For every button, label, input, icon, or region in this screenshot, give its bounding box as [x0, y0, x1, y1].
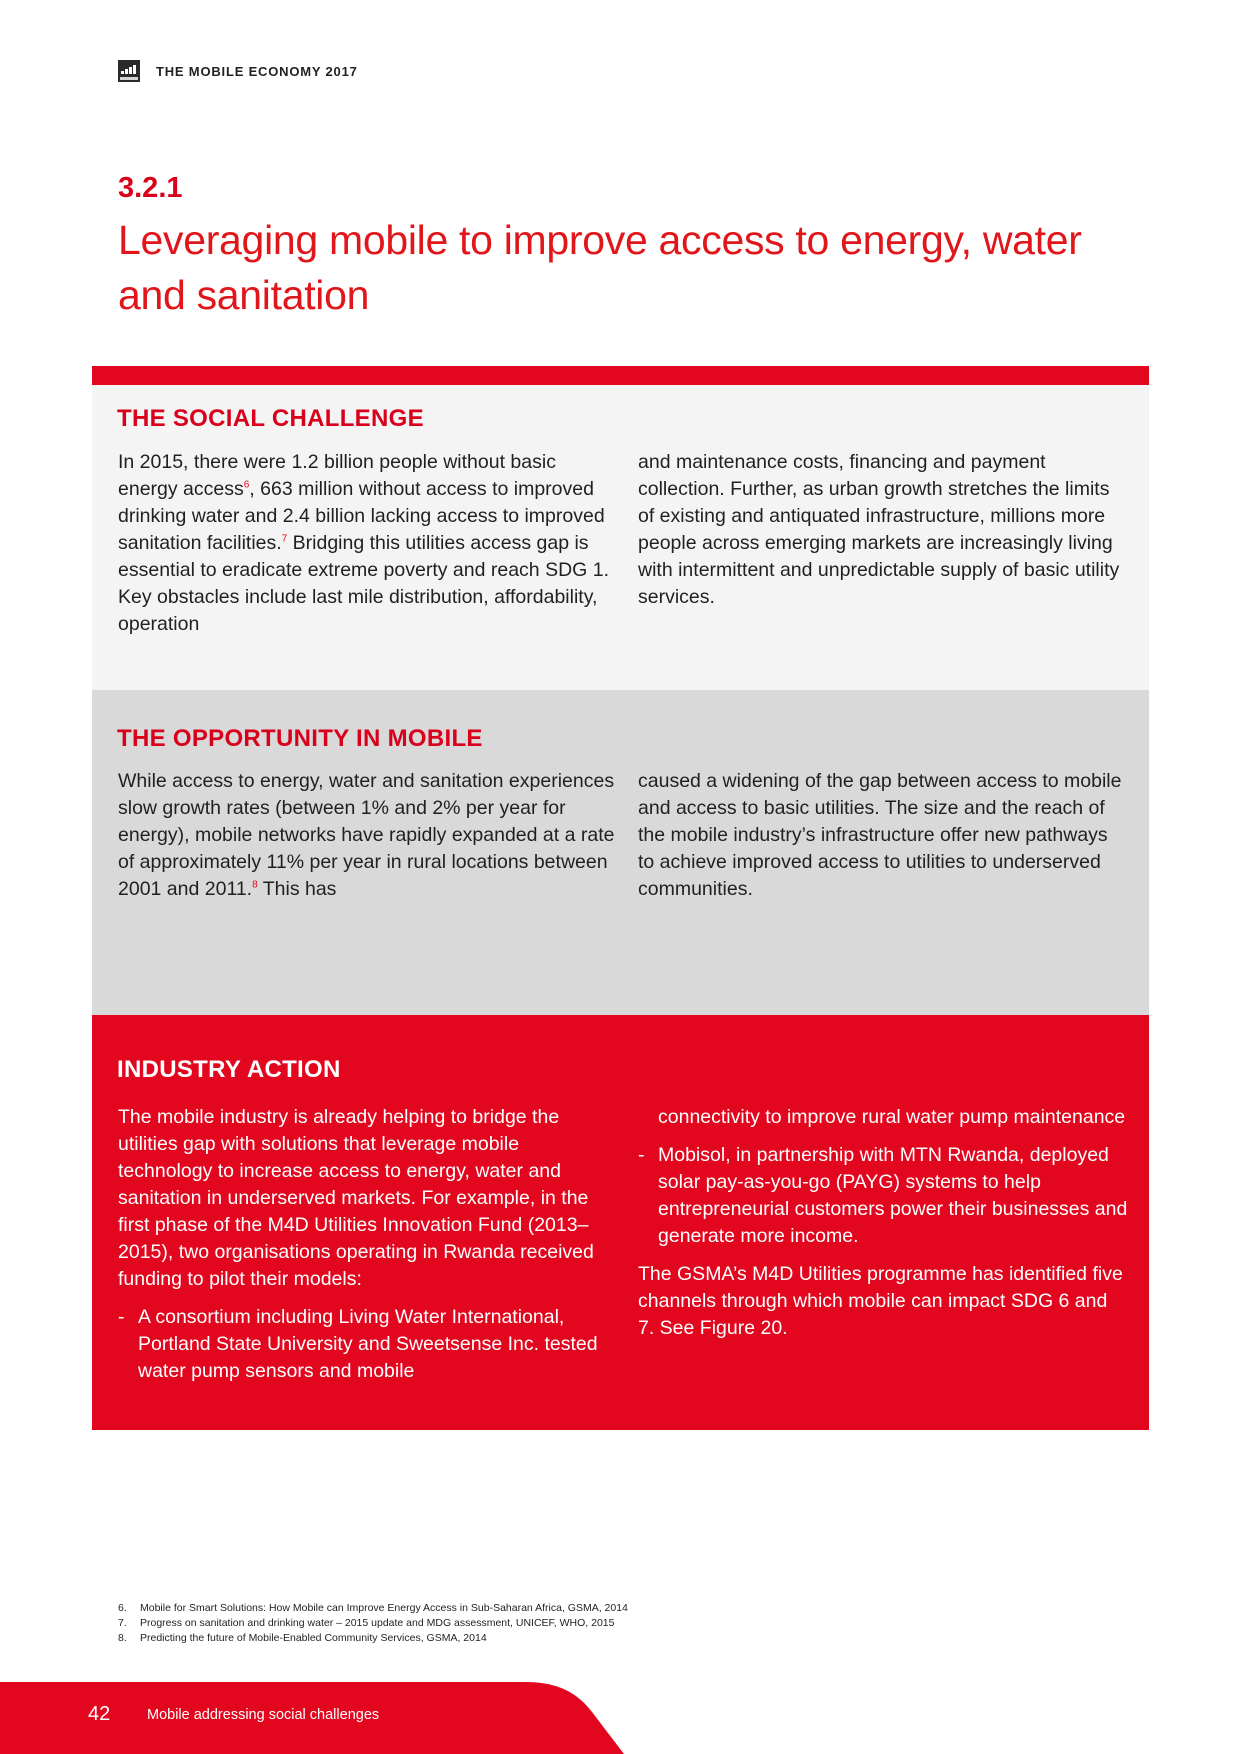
list-item-text: Mobisol, in partnership with MTN Rwanda, deployed solar pay-as-you-go (PAYG) systems to help entrepreneurial customers power their businesses and generate more income. [658, 1144, 1128, 1247]
opportunity-text-1: While access to energy, water and sanitation experiences slow growth rates (between 1% and 2% per year for energy), mobile networks have rapidly expanded at a rate of approximately 11% per year in rural locations between 2001 and 2011. [118, 770, 615, 900]
opportunity-text-2: This has [257, 878, 337, 900]
footnote-8: 8. Predicting the future of Mobile-Enabled Community Services, GSMA, 2014 [118, 1632, 487, 1644]
social-challenge-text-2: , 663 million without access to improved drinking water and 2.4 billion lacking access to improved sanitation facilities. [118, 478, 605, 554]
social-challenge-text-3: Bridging this utilities access gap is essential to eradicate extreme poverty and reach SDG 1. Key obstacles include last mile distribution, affordability, operation [118, 532, 610, 635]
footnotes [118, 1601, 628, 1646]
industry-action-panel [92, 1015, 1149, 1430]
social-challenge-heading: THE SOCIAL CHALLENGE [117, 405, 424, 432]
social-challenge-left-column [118, 449, 618, 638]
list-item-continuation: connectivity to improve rural water pump maintenance [658, 1106, 1126, 1128]
footer-section-label: Mobile addressing social challenges [147, 1707, 380, 1723]
industry-action-conclusion: The GSMA’s M4D Utilities programme has identified five channels through which mobile can impact SDG 6 and 7. See Figure 20. [638, 1263, 1123, 1339]
footnote-ref-7[interactable]: 7 [281, 533, 288, 545]
footnote-ref-8[interactable]: 8 [252, 879, 258, 891]
section-number: 3.2.1 [118, 172, 183, 204]
publication-title: THE MOBILE ECONOMY 2017 [156, 63, 358, 79]
opportunity-right-column: caused a widening of the gap between access to mobile and access to basic utilities. The size and the reach of the mobile industry’s infrastructure offer new pathways to achieve improved access to utilities to underserved communities. [638, 770, 1122, 900]
page-number: 42 [88, 1703, 111, 1725]
social-challenge-right-column: and maintenance costs, financing and payment collection. Further, as urban growth stretches the limits of existing and antiquated infrastructure, millions more people across emerging markets are increasingly living with intermittent and unpredictable supply of basic utility services. [638, 451, 1120, 608]
opportunity-heading: THE OPPORTUNITY IN MOBILE [117, 725, 483, 752]
running-header [118, 60, 358, 82]
opportunity-left-column [118, 768, 618, 903]
social-challenge-panel [92, 366, 1149, 690]
social-challenge-text-1: In 2015, there were 1.2 billion people without basic energy access [118, 451, 556, 500]
opportunity-panel [92, 690, 1149, 1015]
footnote-6: 6. Mobile for Smart Solutions: How Mobile can Improve Energy Access in Sub-Saharan Africa, GSMA, 2014 [118, 1602, 628, 1614]
list-dash: - [638, 1144, 645, 1166]
section-title: Leveraging mobile to improve access to energy, water and sanitation [118, 217, 1082, 318]
footnote-ref-6[interactable]: 6 [243, 479, 250, 491]
industry-action-intro: The mobile industry is already helping to bridge the utilities gap with solutions that leverage mobile technology to increase access to energy, water and sanitation in underserved markets. For example, in the first phase of the M4D Utilities Innovation Fund (2013–2015), two organisations operating in Rwanda received funding to pilot their models: [118, 1106, 594, 1290]
list-dash: - [118, 1306, 125, 1328]
industry-action-heading: INDUSTRY ACTION [117, 1056, 341, 1083]
footnote-7: 7. Progress on sanitation and drinking water – 2015 update and MDG assessment, UNICEF, WHO, 2015 [118, 1617, 615, 1629]
industry-action-right-column [638, 1104, 1128, 1353]
industry-action-left-column [118, 1104, 618, 1396]
gsma-logo-icon [118, 60, 140, 82]
list-item [118, 1304, 618, 1385]
list-item-text: A consortium including Living Water International, Portland State University and Sweetsense Inc. tested water pump sensors and mobile [138, 1306, 598, 1382]
list-item [638, 1142, 1128, 1250]
